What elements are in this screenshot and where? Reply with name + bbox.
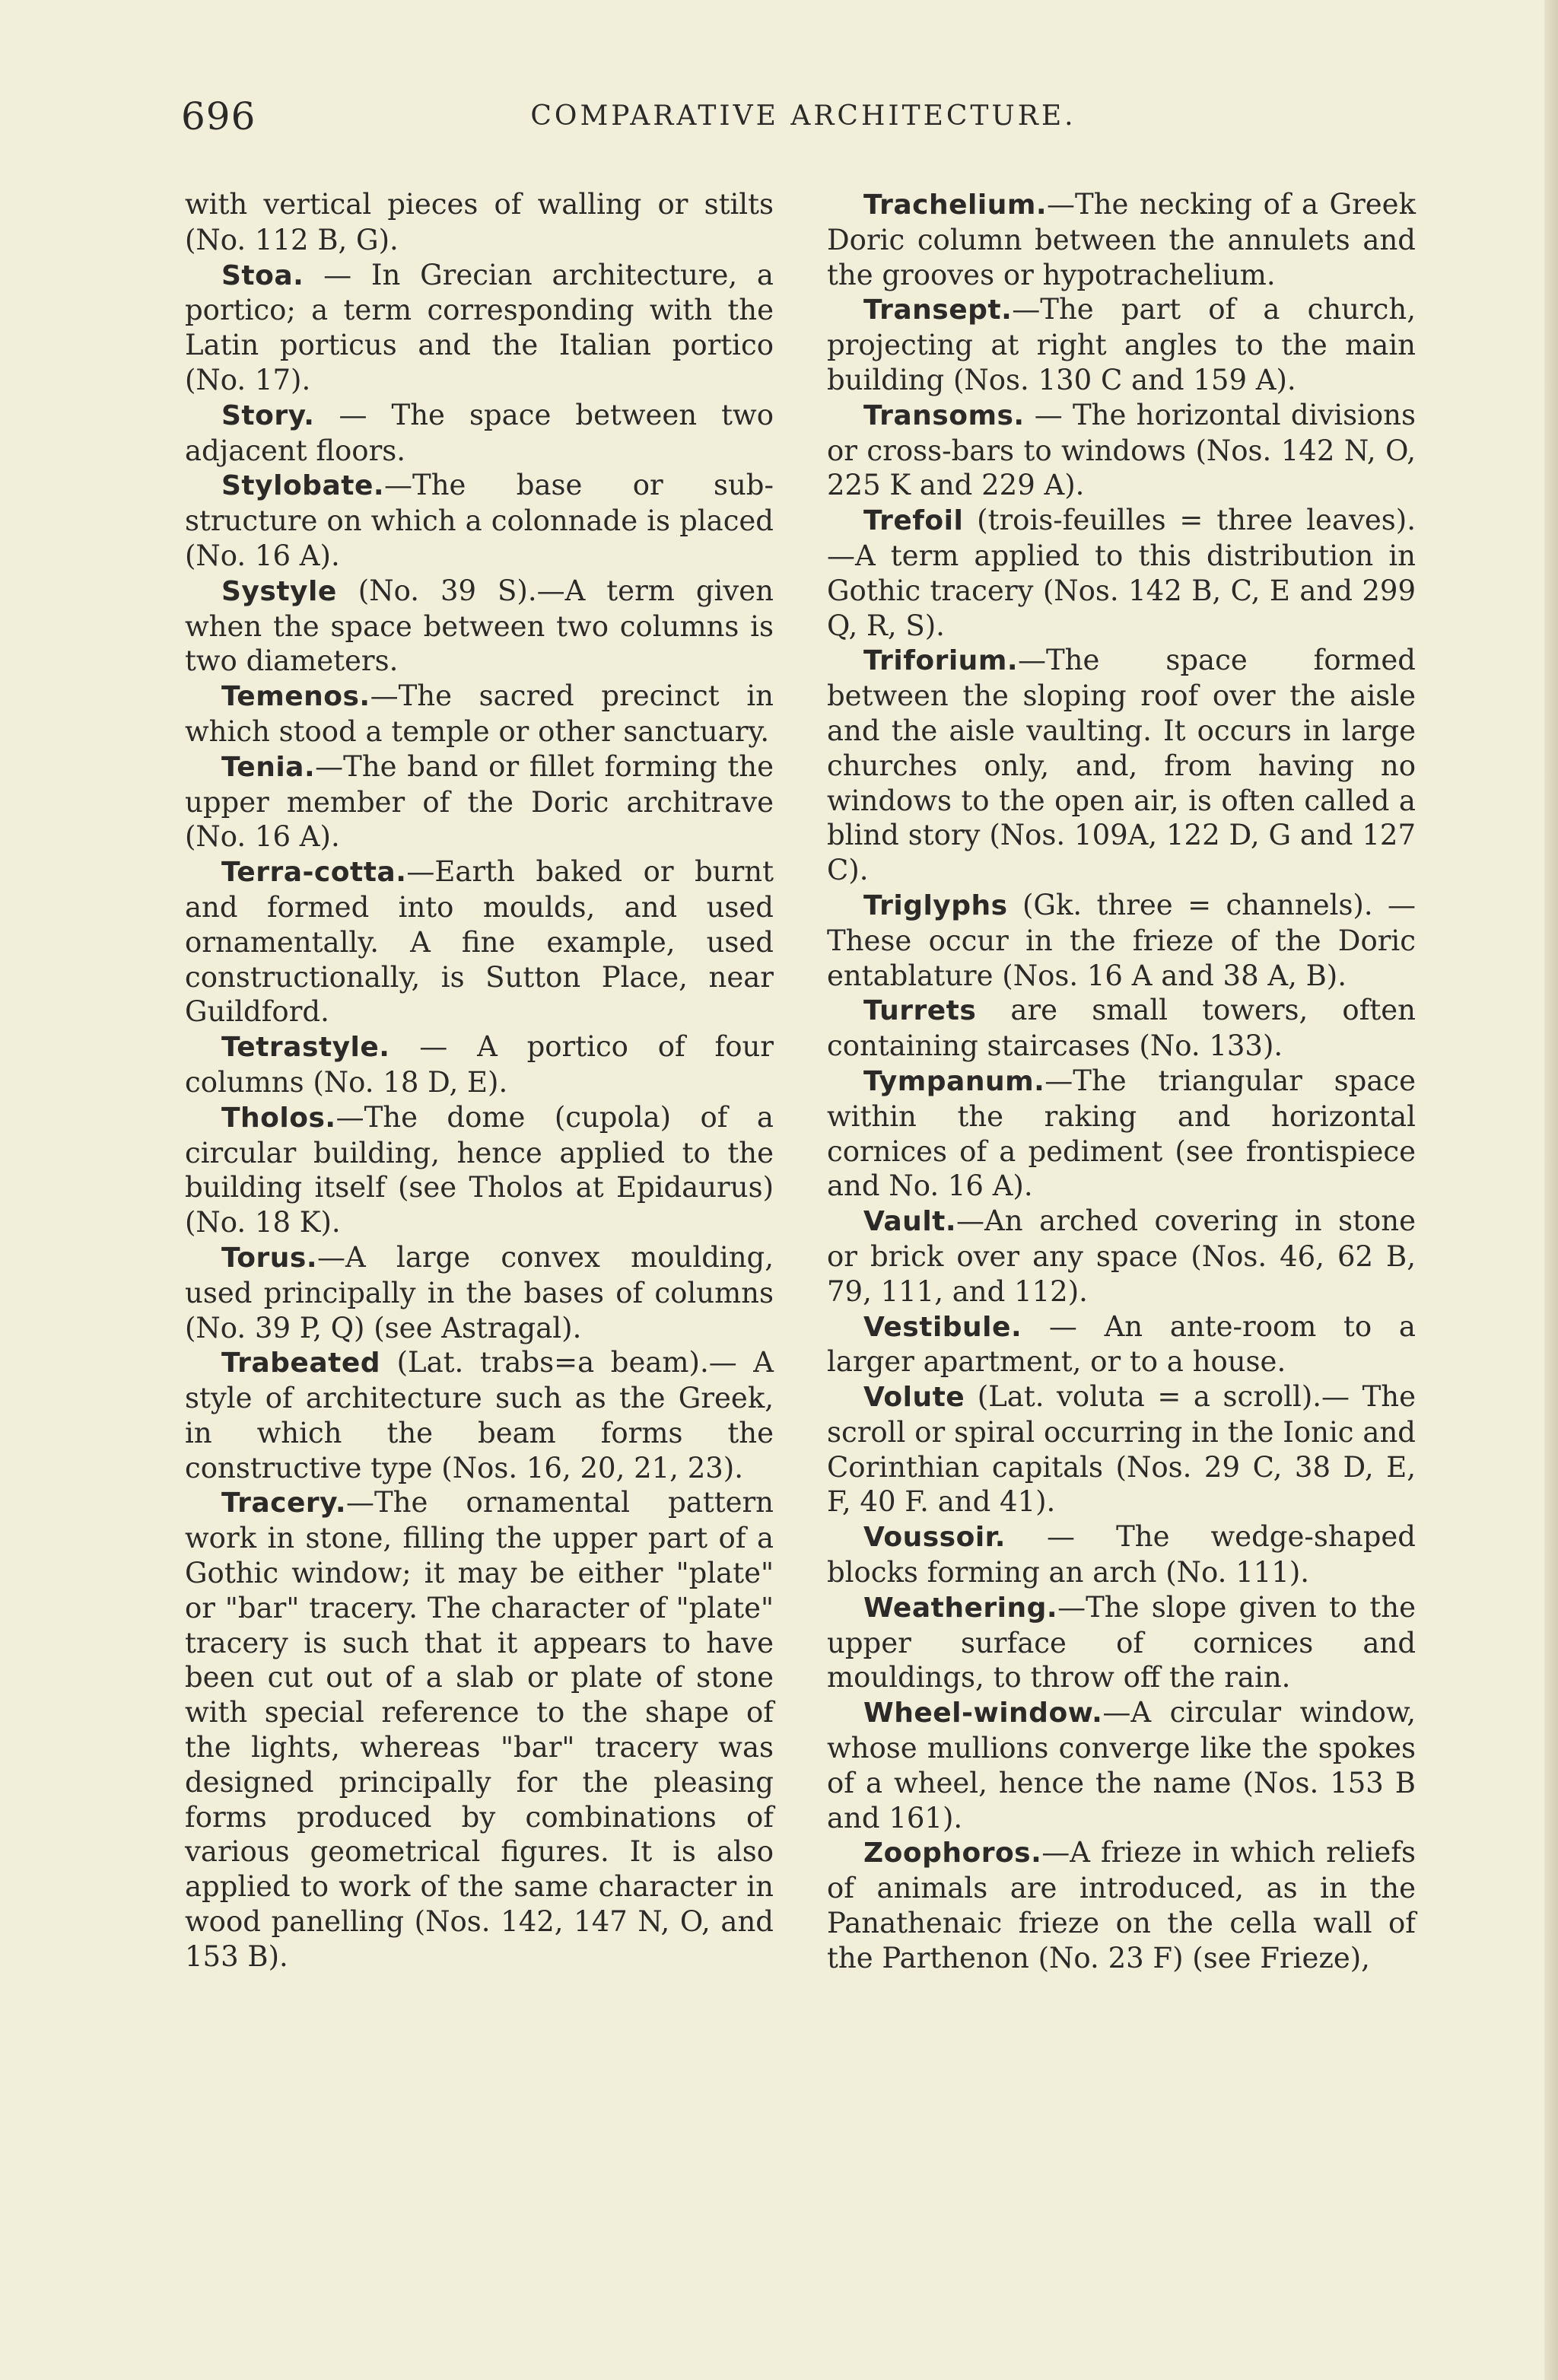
left-column	[185, 187, 774, 1974]
entry-term: Stoa.	[221, 259, 304, 291]
entry-term: Temenos.	[221, 681, 370, 713]
entry-text: (Lat. trabs=a beam).— A style of architecture such as the Greek, in which the beam forms the constructive type (Nos. 16, 20, 21, 23).	[185, 1346, 774, 1484]
glossary-entry	[827, 993, 1416, 1064]
glossary-entry	[827, 1519, 1416, 1590]
entry-text: —A large convex moulding, used principally in the bases of columns (No. 39 P, Q) (see Astragal).	[185, 1240, 774, 1344]
glossary-entry	[827, 187, 1416, 292]
entry-text: — In Grecian architecture, a portico; a term corresponding with the Latin porticus and the Italian portico (No. 17).	[185, 258, 774, 396]
entry-term: Tenia.	[221, 751, 316, 783]
page-edge-shadow	[1544, 0, 1558, 2380]
glossary-entry	[185, 468, 774, 573]
glossary-entry	[185, 1345, 774, 1485]
entry-term: Voussoir.	[863, 1522, 1006, 1554]
page-number: 696	[181, 94, 256, 138]
entry-text: with vertical pieces of walling or stilts (No. 112 B, G).	[185, 188, 774, 256]
entry-text: —The slope given to the upper surface of cornices and mouldings, to throw off the rain.	[827, 1590, 1416, 1694]
glossary-entry	[185, 1100, 774, 1240]
running-title: COMPARATIVE ARCHITECTURE.	[530, 100, 1076, 132]
entry-text: —An arched covering in stone or brick over any space (Nos. 46, 62 B, 79, 111, and 112).	[827, 1204, 1416, 1308]
entry-text: —A circular window, whose mullions converge like the spokes of a wheel, hence the name (Nos. 153 B and 161).	[827, 1696, 1416, 1834]
glossary-entry	[185, 258, 774, 398]
entry-term: Tympanum.	[863, 1065, 1045, 1097]
entry-term: Tetrastyle.	[221, 1032, 390, 1064]
entry-text: — The space between two adjacent floors.	[185, 398, 774, 467]
glossary-entry	[827, 1695, 1416, 1835]
glossary-entry	[827, 398, 1416, 503]
entry-term: Stylobate.	[221, 470, 385, 502]
entry-term: Trefoil	[863, 505, 964, 537]
entry-text: —The sacred precinct in which stood a temple or other sanctuary.	[185, 679, 774, 748]
entry-text: (trois-feuilles = three leaves). —A term applied to this distribution in Gothic tracery (Nos. 142 B, C, E and 299 Q, R, S).	[827, 504, 1416, 642]
entry-term: Triforium.	[863, 645, 1018, 677]
glossary-entry	[185, 749, 774, 854]
glossary-entry	[185, 398, 774, 469]
glossary-entry	[827, 292, 1416, 397]
glossary-entry	[185, 854, 774, 1029]
glossary-entry	[827, 1835, 1416, 1975]
glossary-entry	[185, 187, 774, 258]
entry-term: Story.	[221, 399, 315, 431]
entry-term: Triglyphs	[863, 889, 1008, 921]
entry-term: Tracery.	[221, 1488, 346, 1519]
entry-term: Vault.	[863, 1206, 957, 1238]
entry-text: —The triangular space within the raking and horizontal cornices of a pediment (see frontispiece and No. 16 A).	[827, 1064, 1416, 1203]
entry-term: Transoms.	[863, 399, 1025, 431]
glossary-entry	[827, 888, 1416, 993]
entry-term: Transept.	[863, 294, 1013, 326]
glossary-entry	[827, 643, 1416, 888]
entry-text: —The space formed between the sloping roof over the aisle and the aisle vaulting. It occurs in large churches only, and, from having no windows to the open air, is often called a blind story (Nos. 109A, 122 D, G and 127 C).	[827, 644, 1416, 887]
entry-text: (No. 39 S).—A term given when the space between two columns is two diameters.	[185, 574, 774, 678]
glossary-entry	[827, 1379, 1416, 1519]
right-column	[827, 187, 1416, 1976]
entry-text: (Gk. three = channels). —These occur in the frieze of the Doric entablature (Nos. 16 A and 38 A, B).	[827, 888, 1416, 992]
entry-text: —The dome (cupola) of a circular building, hence applied to the building itself (see Tholos at Epidaurus) (No. 18 K).	[185, 1100, 774, 1239]
glossary-entry	[185, 1240, 774, 1345]
entry-term: Terra-cotta.	[221, 857, 407, 889]
glossary-entry	[827, 1064, 1416, 1204]
glossary-entry	[185, 1029, 774, 1100]
entry-text: —The band or fillet forming the upper member of the Doric architrave (No. 16 A).	[185, 749, 774, 854]
entry-text: —The base or sub-structure on which a colonnade is placed (No. 16 A).	[185, 469, 774, 572]
glossary-entry	[185, 1485, 774, 1974]
entry-text: —The part of a church, projecting at right angles to the main building (Nos. 130 C and 159 A).	[827, 293, 1416, 396]
entry-text: (Lat. voluta = a scroll).— The scroll or spiral occurring in the Ionic and Corinthian capitals (Nos. 29 C, 38 D, E, F, 40 F. and 41).	[827, 1380, 1416, 1519]
glossary-entry	[185, 679, 774, 749]
page-header	[181, 94, 1426, 140]
entry-term: Vestibule.	[863, 1311, 1022, 1343]
entry-text: — The horizontal divisions or cross-bars to windows (Nos. 142 N, O, 225 K and 229 A).	[827, 398, 1416, 502]
entry-term: Trachelium.	[863, 189, 1048, 221]
entry-term: Weathering.	[863, 1592, 1058, 1624]
entry-term: Tholos.	[221, 1102, 336, 1134]
entry-text: — A portico of four columns (No. 18 D, E).	[185, 1030, 774, 1099]
entry-term: Zoophoros.	[863, 1838, 1042, 1869]
entry-term: Systyle	[221, 575, 337, 607]
glossary-entry	[827, 1309, 1416, 1380]
entry-text: —A frieze in which reliefs of animals are introduced, as in the Panathenaic frieze on the cella wall of the Parthenon (No. 23 F) (see Frieze),	[827, 1836, 1416, 1974]
entry-text: —The necking of a Greek Doric column between the annulets and the grooves or hypotrachelium.	[827, 188, 1416, 291]
entry-term: Wheel-window.	[863, 1698, 1103, 1729]
entry-term: Volute	[863, 1382, 965, 1414]
glossary-entry	[827, 1204, 1416, 1309]
entry-text: are small towers, often containing staircases (No. 133).	[827, 994, 1416, 1063]
glossary-entry	[185, 574, 774, 679]
entry-term: Torus.	[221, 1242, 317, 1274]
entry-text: —Earth baked or burnt and formed into moulds, and used ornamentally. A fine example, used constructionally, is Sutton Place, near Guildford.	[185, 855, 774, 1029]
entry-text: —The ornamental pattern work in stone, filling the upper part of a Gothic window; it may be either "plate" or "bar" tracery. The character of "plate" tracery is such that it appears to have been cut out of a slab or plate of stone with special reference to the shape of the lights, whereas "bar" tracery was designed principally for the pleasing forms produced by combinations of various geometrical figures. It is also applied to work of the same character in wood panelling (Nos. 142, 147 N, O, and 153 B).	[185, 1486, 774, 1973]
entry-text: — An ante-room to a larger apartment, or to a house.	[827, 1309, 1416, 1379]
glossary-entry	[827, 503, 1416, 643]
entry-term: Turrets	[863, 995, 977, 1027]
entry-term: Trabeated	[221, 1348, 381, 1379]
entry-text: — The wedge-shaped blocks forming an arch (No. 111).	[827, 1520, 1416, 1589]
glossary-entry	[827, 1590, 1416, 1695]
